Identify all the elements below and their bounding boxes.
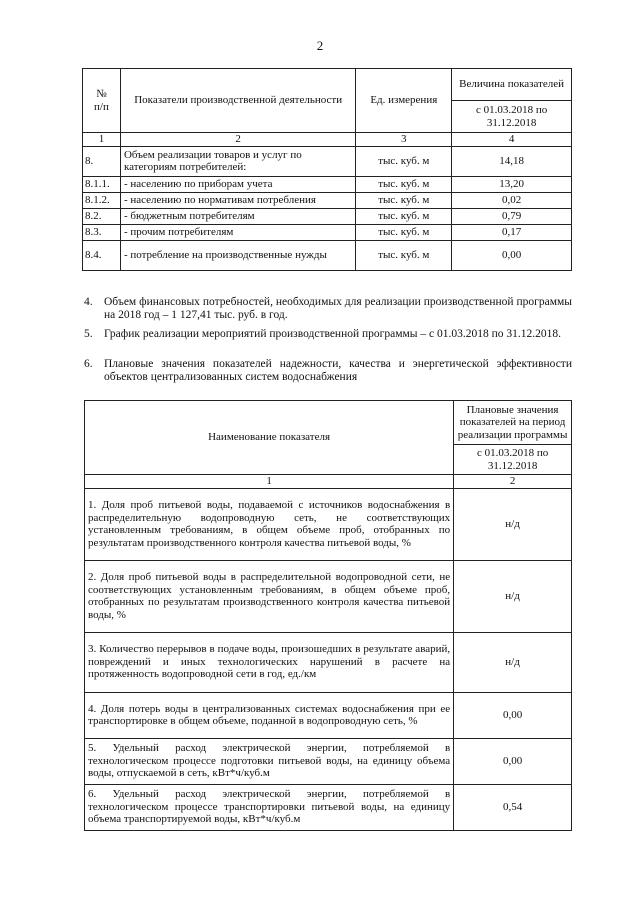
row-unit: тыс. куб. м — [356, 192, 452, 208]
paragraph-item — [84, 296, 572, 322]
indicator-value: 0,54 — [454, 784, 572, 830]
header-name: Наименование показателя — [85, 401, 454, 475]
paragraph-num: 5. — [84, 328, 93, 340]
col-number: 3 — [356, 133, 452, 147]
paragraph-text: Плановые значения показателей надежности, качества и энергетической эффективности объектов централизованных систем водоснабжения — [104, 358, 572, 384]
table-row — [85, 632, 572, 692]
row-num: 8.4. — [83, 240, 121, 270]
indicator-name: 6. Удельный расход электрической энергии, потребляемой в технологическом процессе транспортировки питьевой воды, на единицу объема транспортируемой воды, кВт*ч/куб.м — [85, 784, 454, 830]
row-value: 0,17 — [452, 224, 572, 240]
indicator-value: 0,00 — [454, 738, 572, 784]
paragraph-num: 6. — [84, 358, 93, 370]
table-row — [85, 738, 572, 784]
row-name: Объем реализации товаров и услуг по категориям потребителей: — [120, 146, 355, 176]
paragraph-text: График реализации мероприятий производственной программы – с 01.03.2018 по 31.12.2018. — [104, 328, 562, 340]
table-row — [83, 192, 572, 208]
col-number: 2 — [120, 133, 355, 147]
indicator-name: 2. Доля проб питьевой воды в распределительной водопроводной сети, не соответствующих установленным требованиям, в общем объеме проб, отобранных по результатам производственного контроля качества питьевой воды, % — [85, 560, 454, 632]
production-indicators-table — [82, 68, 572, 271]
header-value-title: Величина показателей — [452, 69, 572, 101]
indicator-name: 5. Удельный расход электрической энергии, потребляемой в технологическом процессе подготовки питьевой воды, на единицу объема воды, отпускаемой в сеть, кВт*ч/куб.м — [85, 738, 454, 784]
row-value: 14,18 — [452, 146, 572, 176]
page-number: 2 — [316, 38, 324, 53]
table-row — [83, 176, 572, 192]
row-value: 0,02 — [452, 192, 572, 208]
header-unit: Ед. измерения — [356, 69, 452, 133]
row-name: - потребление на производственные нужды — [120, 240, 355, 270]
row-num: 8. — [83, 146, 121, 176]
header-indicator: Показатели производственной деятельности — [120, 69, 355, 133]
indicator-name: 4. Доля потерь воды в централизованных системах водоснабжения при ее транспортировке в общем объеме, поданной в водопроводную сеть, % — [85, 692, 454, 738]
row-num: 8.2. — [83, 208, 121, 224]
table-row — [85, 784, 572, 830]
indicator-value: н/д — [454, 632, 572, 692]
indicator-name: 1. Доля проб питьевой воды, подаваемой с источников водоснабжения в распределительную водопроводную сеть, не соответствующих установленным требованиям, в общем объеме проб, отобранных по результатам производственного контроля качества питьевой воды, % — [85, 488, 454, 560]
indicator-name: 3. Количество перерывов в подаче воды, произошедших в результате аварий, повреждений и иных технологических нарушений в расчете на протяженность водопроводной сети в год, ед./км — [85, 632, 454, 692]
row-value: 0,00 — [452, 240, 572, 270]
table-row — [85, 560, 572, 632]
row-num: 8.1.2. — [83, 192, 121, 208]
table-row — [85, 692, 572, 738]
indicator-value: н/д — [454, 488, 572, 560]
row-unit: тыс. куб. м — [356, 176, 452, 192]
col-number: 4 — [452, 133, 572, 147]
paragraph-item — [84, 358, 572, 384]
row-num: 8.1.1. — [83, 176, 121, 192]
row-name: - бюджетным потребителям — [120, 208, 355, 224]
header-value-period: с 01.03.2018 по 31.12.2018 — [452, 101, 572, 133]
row-value: 13,20 — [452, 176, 572, 192]
table-row — [83, 208, 572, 224]
row-name: - населению по нормативам потребления — [120, 192, 355, 208]
reliability-indicators-table — [84, 400, 572, 831]
row-unit: тыс. куб. м — [356, 240, 452, 270]
row-value: 0,79 — [452, 208, 572, 224]
paragraph-item — [84, 328, 572, 341]
row-name: - населению по приборам учета — [120, 176, 355, 192]
table-row — [83, 146, 572, 176]
header-num: № п/п — [83, 69, 121, 133]
indicator-value: н/д — [454, 560, 572, 632]
paragraph-text: Объем финансовых потребностей, необходимых для реализации производственной программы на 2018 год – 1 127,41 тыс. руб. в год. — [104, 296, 572, 322]
table-row — [85, 488, 572, 560]
row-name: - прочим потребителям — [120, 224, 355, 240]
indicator-value: 0,00 — [454, 692, 572, 738]
header-plan-period: с 01.03.2018 по 31.12.2018 — [454, 445, 572, 475]
header-plan-title: Плановые значения показателей на период реализации программы — [454, 401, 572, 445]
col-number: 1 — [85, 475, 454, 489]
paragraph-num: 4. — [84, 296, 93, 308]
row-unit: тыс. куб. м — [356, 146, 452, 176]
col-number: 2 — [454, 475, 572, 489]
table-row — [83, 240, 572, 270]
row-unit: тыс. куб. м — [356, 224, 452, 240]
row-unit: тыс. куб. м — [356, 208, 452, 224]
table-row — [83, 224, 572, 240]
col-number: 1 — [83, 133, 121, 147]
row-num: 8.3. — [83, 224, 121, 240]
